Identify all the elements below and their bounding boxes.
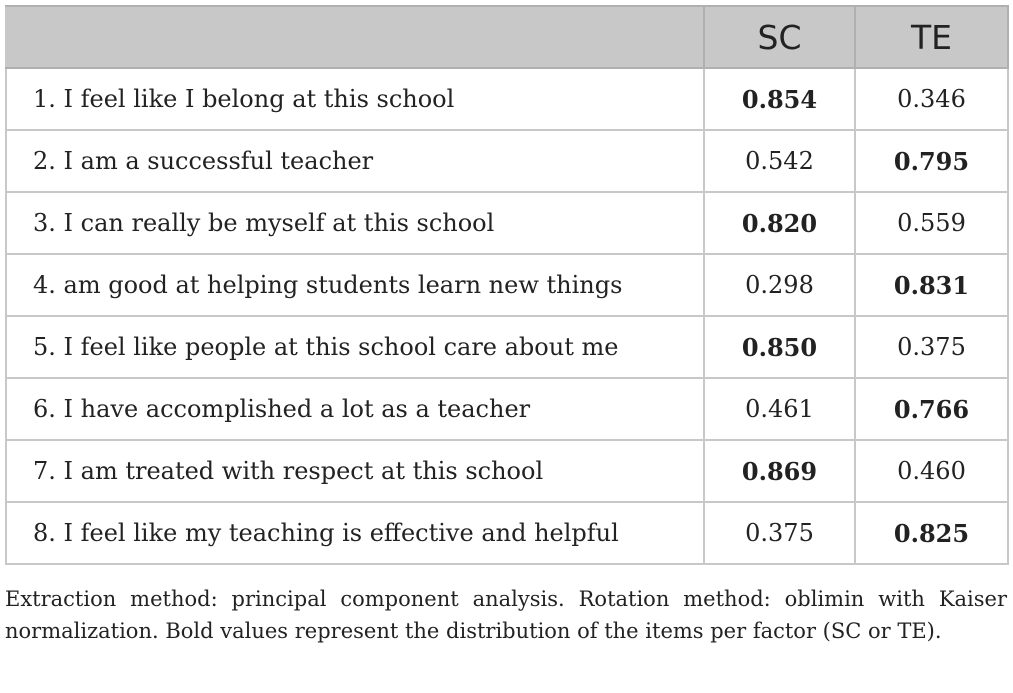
- table-row: [6, 440, 1008, 502]
- table-row: [6, 192, 1008, 254]
- table-header-row: [6, 6, 1008, 68]
- te-value: 0.825: [855, 502, 1008, 564]
- te-value: 0.831: [855, 254, 1008, 316]
- table-body: [6, 68, 1008, 564]
- item-label: 8. I feel like my teaching is effective and helpful: [6, 502, 704, 564]
- sc-value: 0.820: [704, 192, 855, 254]
- table-row: [6, 130, 1008, 192]
- sc-value: 0.298: [704, 254, 855, 316]
- te-value: 0.460: [855, 440, 1008, 502]
- factor-loadings-table: [5, 5, 1009, 565]
- table-row: [6, 378, 1008, 440]
- sc-value: 0.461: [704, 378, 855, 440]
- item-label: 5. I feel like people at this school care about me: [6, 316, 704, 378]
- te-value: 0.559: [855, 192, 1008, 254]
- table-footnote: Extraction method: principal component analysis. Rotation method: oblimin with Kaiser normalization. Bold values represent the distribution of the items per factor (SC or TE).: [5, 587, 1007, 643]
- sc-value: 0.375: [704, 502, 855, 564]
- factor-loadings-table-container: [5, 5, 1007, 565]
- header-item: [6, 6, 704, 68]
- sc-value: 0.850: [704, 316, 855, 378]
- item-label: 7. I am treated with respect at this school: [6, 440, 704, 502]
- item-label: 4. am good at helping students learn new things: [6, 254, 704, 316]
- te-value: 0.766: [855, 378, 1008, 440]
- sc-value: 0.869: [704, 440, 855, 502]
- item-label: 2. I am a successful teacher: [6, 130, 704, 192]
- header-te: TE: [855, 6, 1008, 68]
- sc-value: 0.854: [704, 68, 855, 130]
- table-row: [6, 316, 1008, 378]
- table-row: [6, 502, 1008, 564]
- table-row: [6, 68, 1008, 130]
- header-sc: SC: [704, 6, 855, 68]
- item-label: 1. I feel like I belong at this school: [6, 68, 704, 130]
- te-value: 0.375: [855, 316, 1008, 378]
- item-label: 3. I can really be myself at this school: [6, 192, 704, 254]
- item-label: 6. I have accomplished a lot as a teacher: [6, 378, 704, 440]
- te-value: 0.795: [855, 130, 1008, 192]
- sc-value: 0.542: [704, 130, 855, 192]
- table-row: [6, 254, 1008, 316]
- te-value: 0.346: [855, 68, 1008, 130]
